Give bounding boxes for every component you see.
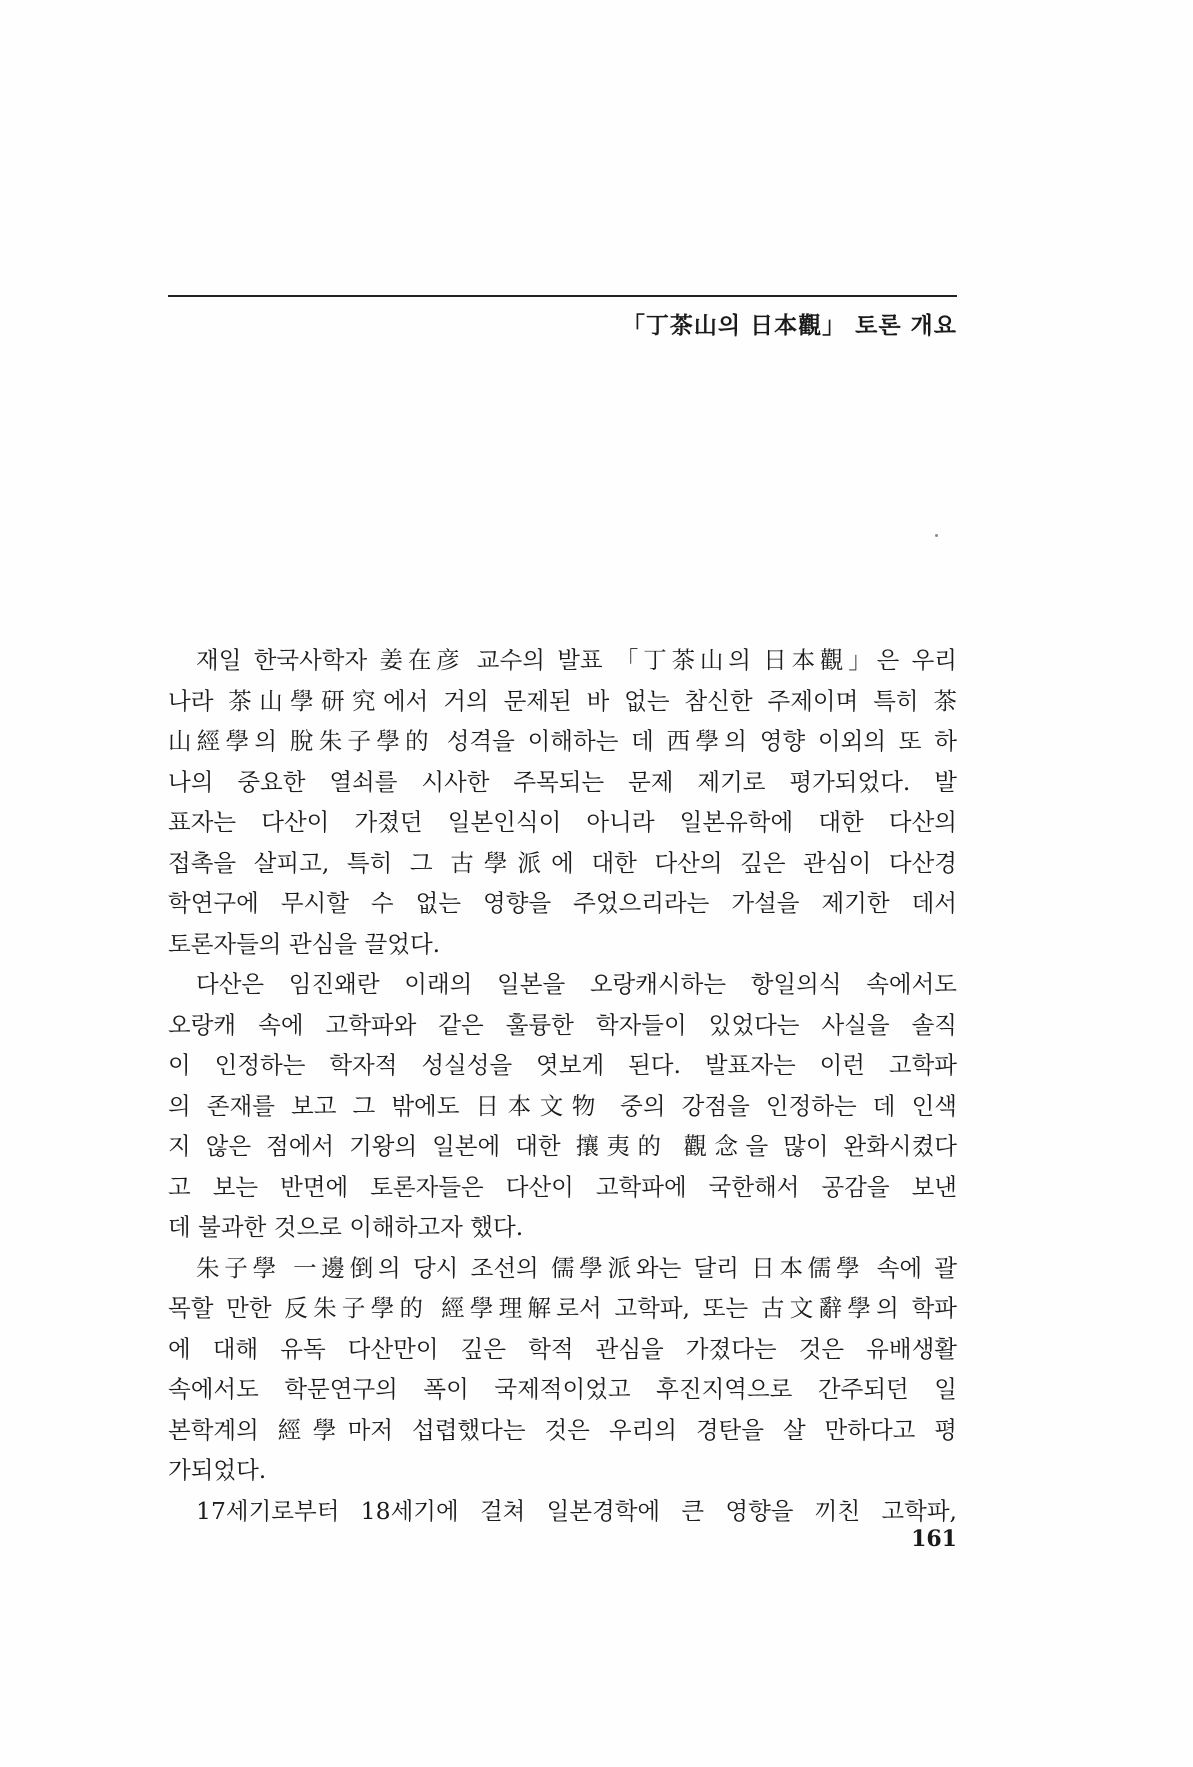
text-line: 속에서도 학문연구의 폭이 국제적이었고 후진지역으로 간주되던 일	[168, 1375, 957, 1403]
text-line: 의 존재를 보고 그 밖에도 日本文物 중의 강점을 인정하는 데 인색	[168, 1091, 957, 1120]
text-line: 지 않은 점에서 기왕의 일본에 대한 攘夷的 觀念을 많이 완화시켰다	[168, 1132, 957, 1160]
text-line: 가되었다.	[168, 1456, 267, 1484]
text-line: 山經學의 脫朱子學的 성격을 이해하는 데 西學의 영향 이외의 또 하	[168, 727, 957, 755]
paragraph-3	[168, 1248, 957, 1491]
body-text	[168, 640, 957, 1531]
text-line: 본학계의 經學마저 섭렵했다는 것은 우리의 경탄을 살 만하다고 평	[168, 1415, 957, 1444]
paragraph-1	[168, 640, 957, 964]
text-line: 다산은 임진왜란 이래의 일본을 오랑캐시하는 항일의식 속에서도	[196, 970, 957, 998]
running-head: 「丁茶山의 日本觀」 토론 개요	[621, 313, 957, 339]
text-line: 이 인정하는 학자적 성실성을 엿보게 된다. 발표자는 이런 고학파	[168, 1051, 957, 1079]
text-line: 에 대해 유독 다산만이 깊은 학적 관심을 가졌다는 것은 유배생활	[168, 1334, 957, 1363]
text-line: 17세기로부터 18세기에 걸쳐 일본경학에 큰 영향을 끼친 고학파,	[196, 1496, 957, 1525]
text-line: 나라 茶山學研究에서 거의 문제된 바 없는 참신한 주제이며 특히 茶	[168, 686, 957, 715]
page-number: 161	[911, 1526, 957, 1552]
text-line: 학연구에 무시할 수 없는 영향을 주었으리라는 가설을 제기한 데서	[168, 889, 957, 917]
text-line: 고 보는 반면에 토론자들은 다산이 고학파에 국한해서 공감을 보낸	[168, 1172, 957, 1201]
text-line: 朱子學 一邊倒의 당시 조선의 儒學派와는 달리 日本儒學 속에 괄	[196, 1253, 957, 1282]
header-rule	[168, 295, 957, 297]
text-line: 나의 중요한 열쇠를 시사한 주목되는 문제 제기로 평가되었다. 발	[168, 767, 957, 796]
text-line: 접촉을 살피고, 특히 그 古學派에 대한 다산의 깊은 관심이 다산경	[168, 848, 957, 877]
text-line: 토론자들의 관심을 끌었다.	[168, 929, 441, 958]
text-line: 오랑캐 속에 고학파와 같은 훌륭한 학자들이 있었다는 사실을 솔직	[168, 1010, 957, 1039]
paragraph-4	[168, 1491, 957, 1532]
paragraph-2	[168, 964, 957, 1248]
text-line: 데 불과한 것으로 이해하고자 했다.	[168, 1213, 524, 1241]
paper-speck	[935, 534, 938, 537]
text-line: 재일 한국사학자 姜在彦 교수의 발표 「丁茶山의 日本觀」은 우리	[196, 646, 957, 674]
text-line: 표자는 다산이 가졌던 일본인식이 아니라 일본유학에 대한 다산의	[168, 808, 957, 836]
text-line: 목할 만한 反朱子學的 經學理解로서 고학파, 또는 古文辭學의 학파	[168, 1294, 957, 1322]
